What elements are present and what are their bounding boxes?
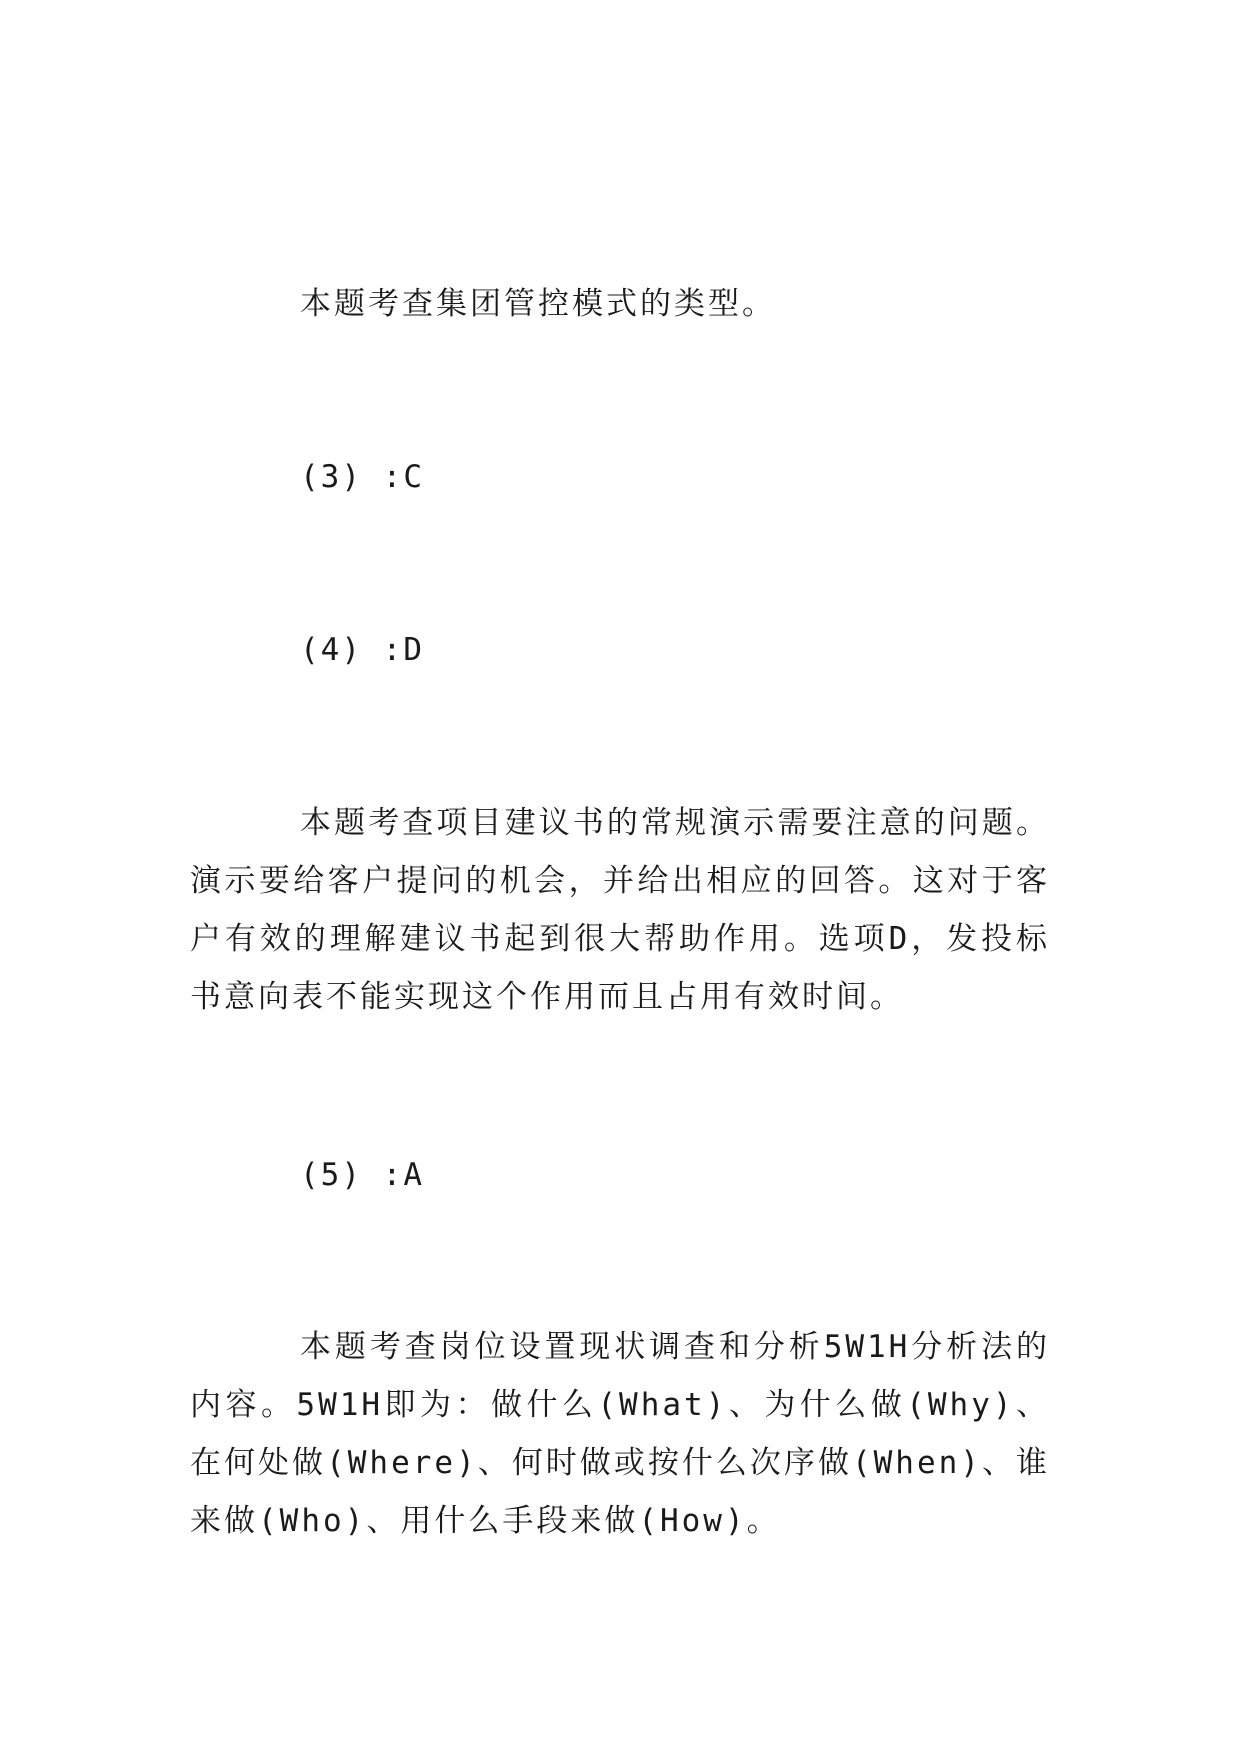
- paragraph-proposal-presentation: 本题考查项目建议书的常规演示需要注意的问题。演示要给客户提问的机会，并给出相应的回答。这对于客户有效的理解建议书起到很大帮助作用。选项D，发投标书意向表不能实现这个作用而且占用有效时间。: [190, 805, 1050, 1015]
- paragraph-group-control-modes: 本题考查集团管控模式的类型。: [300, 286, 776, 322]
- answer-3: (3) :C: [300, 459, 424, 495]
- answer-5: (5) :A: [300, 1157, 424, 1193]
- answer-4: (4) :D: [300, 632, 424, 668]
- paragraph-5w1h-analysis: 本题考查岗位设置现状调查和分析5W1H分析法的内容。5W1H即为：做什么(What)、为什么做(Why)、在何处做(Where)、何时做或按什么次序做(When)、谁来做(Who)、用什么手段来做(How)。: [190, 1329, 1050, 1539]
